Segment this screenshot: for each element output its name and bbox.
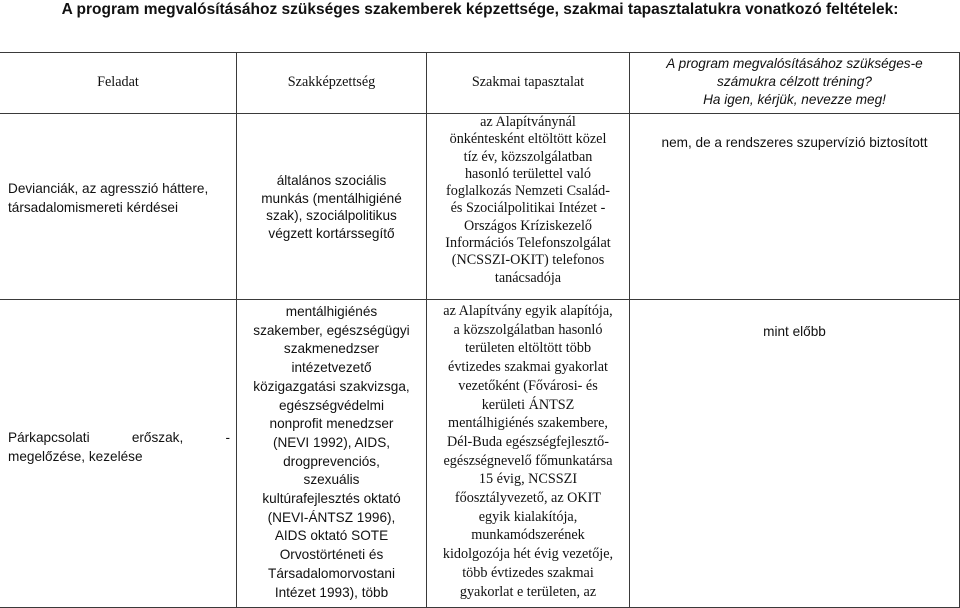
header-experience — [427, 53, 629, 113]
row2-experience-line: munkamódszerének — [471, 527, 585, 544]
row1-qualification-line: végzett kortárssegítő — [268, 225, 395, 241]
page-title: A program megvalósításához szükséges szakemberek képzettsége, szakmai tapasztalatukra vonatkozó feltételek: — [61, 1, 899, 18]
row1-experience-line: hasonló területtel való — [464, 165, 592, 182]
row2-experience-line: egyik kialakítója, — [478, 508, 578, 525]
row2-qualification-line: Orvostörténeti és — [279, 547, 384, 563]
row1-task-line: Devianciák, az agresszió háttere, — [8, 181, 209, 196]
row1-qualification-line: munkás (mentálhigiéné — [261, 190, 402, 206]
header-training-line: A program megvalósításához szükséges-e — [666, 56, 923, 71]
row1-experience-line: Országos Kríziskezelő — [463, 217, 593, 234]
header-qualification — [237, 53, 426, 113]
header-experience-label: Szakmai tapasztalat — [471, 74, 585, 91]
row2-task-word: Párkapcsolati — [8, 430, 90, 445]
row2-experience-line: vezetőként (Fővárosi- és — [458, 377, 598, 394]
row2-experience-line: mentálhigiénés szakembere, — [448, 415, 608, 432]
row2-experience — [427, 302, 629, 607]
row2-experience-line: több évtizedes szakmai — [462, 564, 594, 581]
row2-experience-line: főosztályvezető, az OKIT — [454, 490, 602, 507]
row2-experience-line: egészségnevelő főmunkatársa — [443, 452, 613, 469]
row2-qualification-line: kultúrafejlesztés oktató — [262, 491, 401, 507]
row1-task — [8, 179, 230, 219]
header-training-line: számukra célzott tréning? — [717, 74, 872, 89]
row1-experience-line: (NCSSZI-OKIT) telefonos — [451, 252, 605, 269]
row2-qualification-line: Társadalomorvostani — [268, 565, 395, 581]
row2-qualification-line: közigazgatási szakvizsga, — [253, 378, 410, 394]
header-task-label: Feladat — [97, 74, 139, 91]
row2-qualification-line: (NEVI 1992), AIDS, — [272, 434, 391, 450]
row2-qualification-line: szakember, egészségügyi — [253, 322, 410, 338]
row2-task-line2: megelőzése, kezelése — [8, 449, 143, 464]
row2-qualification-line: (NEVI-ÁNTSZ 1996), — [267, 509, 396, 525]
row2-experience-line: területen eltöltött több — [464, 340, 592, 357]
row1-task-line: társadalomismereti kérdései — [8, 200, 178, 215]
row1-qualification — [237, 172, 426, 244]
row2-experience-line: 15 évig, NCSSZI — [478, 471, 578, 488]
row2-qualification — [237, 303, 426, 607]
row2-qualification-line: intézetvezető — [291, 360, 372, 376]
row2-experience-line: gyakorlat e területen, az — [459, 583, 597, 600]
row1-experience-line: tanácsadója — [494, 269, 562, 286]
header-task — [0, 53, 236, 113]
row1-experience — [427, 114, 629, 299]
row2-experience-line: évtizedes szakmai gyakorlat — [448, 359, 608, 376]
row2-qualification-line: drogprevenciós, — [283, 453, 380, 469]
header-training-line: Ha igen, kérjük, nevezze meg! — [703, 92, 886, 107]
row1-experience-line: önkéntesként eltöltött közel — [449, 131, 607, 148]
row2-qualification-line: nonprofit menedzser — [269, 416, 394, 432]
row1-training-text: nem, de a rendszeres szupervízió biztosított — [661, 135, 928, 150]
row2-qualification-line: AIDS oktató SOTE — [274, 528, 389, 544]
row2-task — [8, 428, 230, 468]
row2-experience-line: a közszolgálatban hasonló — [453, 321, 603, 338]
row2-experience-line: kerületi ÁNTSZ — [481, 396, 575, 413]
row2-qualification-line: Intézet 1993), több — [274, 584, 389, 600]
row1-qualification-line: szak), szociálpolitikus — [266, 208, 397, 223]
row2-qualification-line: egészségvédelmi — [278, 397, 385, 413]
header-training — [630, 55, 959, 113]
row1-experience-line: és Szociálpolitikai Intézet - — [450, 200, 606, 217]
row2-task-line1 — [8, 428, 230, 447]
row2-task-word: - — [225, 430, 230, 445]
row2-qualification-line: szexuális — [303, 472, 360, 488]
row2-experience-line: az Alapítvány egyik alapítója, — [443, 303, 613, 319]
header-qualification-label: Szakképzettség — [287, 74, 376, 91]
row2-experience-line: Dél-Buda egészségfejlesztő- — [447, 433, 609, 450]
row1-qualification-line: általános szociális — [276, 173, 387, 188]
row1-experience-line: foglalkozás Nemzeti Család- — [446, 183, 610, 200]
row2-experience-line: kidolgozója hét évig vezetője, — [442, 546, 614, 563]
row1-experience-line: tíz év, közszolgálatban — [463, 148, 593, 165]
row-divider — [0, 299, 960, 300]
row1-experience-line: az Alapítványnál — [480, 114, 576, 130]
row2-qualification-line: mentálhigiénés — [285, 304, 378, 319]
row2-qualification-line: szakmenedzser — [283, 341, 380, 357]
row2-training — [630, 323, 959, 343]
row1-experience-line: Információs Telefonszolgálat — [445, 235, 611, 252]
row1-training — [630, 134, 959, 154]
row2-training-text: mint előbb — [763, 324, 826, 339]
row2-task-word: erőszak, — [131, 430, 184, 445]
